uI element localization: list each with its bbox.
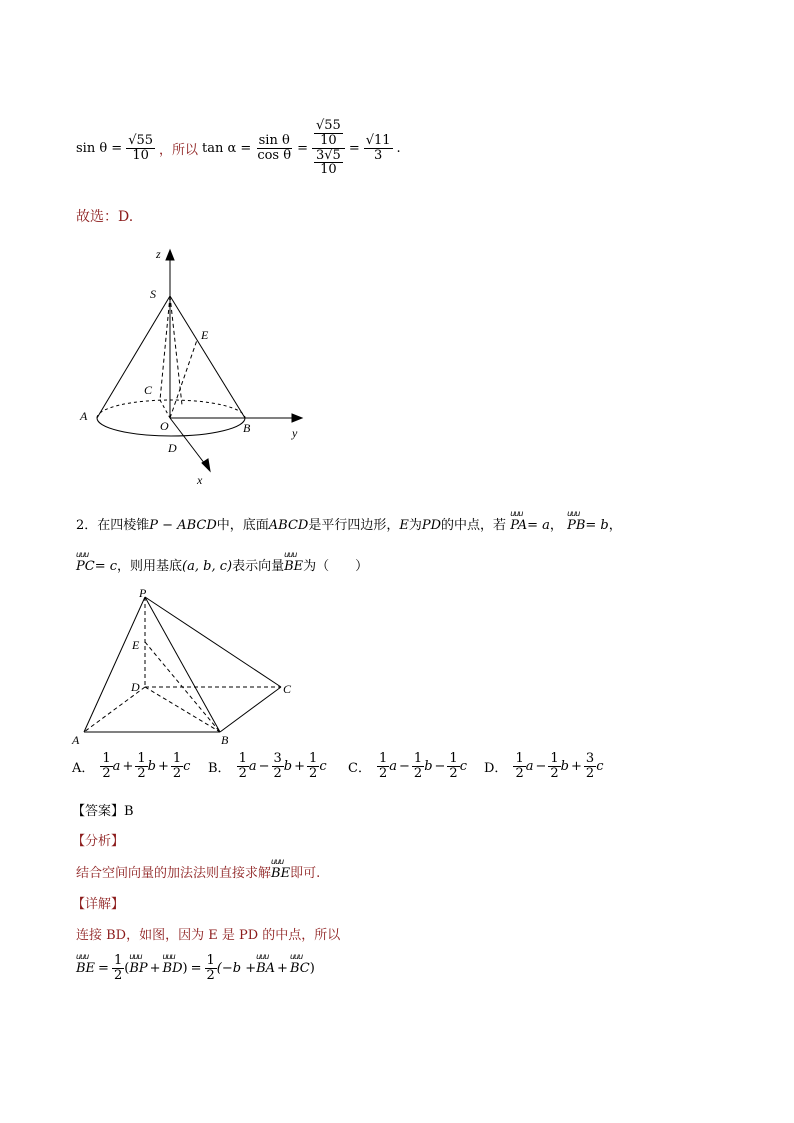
label-d: D: [168, 441, 177, 455]
pyramid-figure: [70, 585, 310, 750]
top-formula: sin θ = $\frac{√55}{10}$ ，所以 tan α = $\frac{\text{sin θ}}{\text{cos θ}}$ = $\frac{\frac{√55}{10}}{\frac{3√5}{10}}$ = $\frac{√11}{3}$ .: [76, 118, 401, 178]
final-formula: uuu BE = $\frac{1}{2}$ ( uuu BP + uuu BD ) = $\frac{1}{2}$ (−b + uuu BA + uuu BC ): [76, 948, 315, 988]
label-a: A: [72, 733, 80, 747]
sin-lhs: sin θ =: [76, 140, 123, 156]
question-line-2: uuu PC= c，则用基底(a, b, c)表示向量uuu BE为（ ）: [76, 555, 368, 574]
label-b: B: [243, 421, 251, 435]
vector-pa: uuu PA: [510, 518, 527, 533]
label-x: x: [197, 473, 203, 487]
label-s: S: [150, 287, 156, 301]
sin-fraction: $\frac{√55}{10}$: [128, 132, 154, 163]
label-e: E: [132, 638, 140, 652]
option-c[interactable]: C． $\frac{1}{2}$ a − $\frac{1}{2}$ b − $\frac{1}{2}$ c: [348, 751, 467, 781]
answer-value: B: [124, 804, 134, 819]
analysis-text: 结合空间向量的加法法则直接求解uuu BE即可.: [76, 862, 320, 881]
label-b: B: [221, 733, 229, 747]
vector-pc: uuu PC: [76, 559, 95, 574]
detail-label: 【详解】: [72, 897, 125, 912]
tan-fraction: $\frac{\text{sin θ}}{\text{cos θ}}$: [257, 132, 292, 163]
label-a: A: [80, 409, 88, 423]
label-o: O: [160, 419, 169, 433]
detail-text: 连接 BD，如图，因为 E 是 PD 的中点，所以: [76, 928, 341, 943]
compound-fraction: $\frac{\frac{√55}{10}}{\frac{3√5}{10}}$: [312, 119, 345, 177]
answer-line: [72, 800, 134, 819]
vector-be: uuu BE: [284, 559, 303, 574]
label-d: D: [131, 680, 140, 694]
tan-lhs: tan α =: [202, 140, 252, 156]
label-c: C: [283, 682, 292, 696]
label-c: C: [144, 383, 153, 397]
answer-label: 【答案】: [72, 804, 125, 819]
vector-pb: uuu PB: [567, 518, 585, 533]
label-e: E: [201, 328, 209, 342]
so-text: ，所以: [159, 142, 199, 158]
previous-answer: 故选：D.: [76, 209, 134, 225]
options-row: [72, 752, 620, 780]
option-d[interactable]: D． $\frac{1}{2}$ a − $\frac{1}{2}$ b + $\frac{3}{2}$ c: [484, 751, 604, 781]
label-p: P: [139, 586, 147, 600]
label-z: z: [156, 247, 161, 261]
analysis-label: 【分析】: [72, 834, 125, 849]
label-y: y: [292, 426, 298, 440]
option-a[interactable]: A． $\frac{1}{2}$ a + $\frac{1}{2}$ b + $\frac{1}{2}$ c: [72, 751, 191, 781]
question-line-1: 2．在四棱锥P − ABCD中，底面ABCD是平行四边形，E为PD的中点，若 uuu PA= a， uuu PB= b，: [76, 514, 622, 533]
option-b[interactable]: B． $\frac{1}{2}$ a − $\frac{3}{2}$ b + $\frac{1}{2}$ c: [208, 751, 327, 781]
cone-figure: [70, 240, 320, 490]
result-fraction: $\frac{√11}{3}$: [365, 132, 391, 163]
